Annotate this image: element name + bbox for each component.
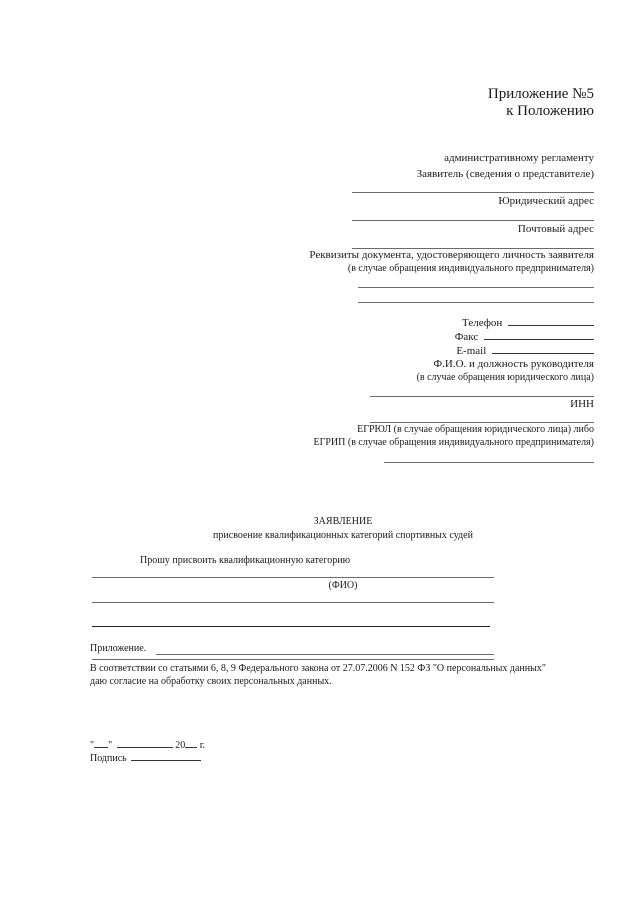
appendix-number: Приложение №5 <box>487 86 594 102</box>
signature-row <box>90 753 201 764</box>
fax-row <box>455 331 594 343</box>
phone-label: Телефон <box>462 317 503 329</box>
consent-line-2: даю согласие на обработку своих персональных данных. <box>90 676 332 687</box>
request-text: Прошу присвоить квалификационную категорию <box>140 555 351 566</box>
date-open-quote: " <box>90 740 95 751</box>
fax-label: Факс <box>454 331 479 343</box>
fax-field[interactable] <box>484 339 594 340</box>
date-month-field[interactable] <box>117 747 173 748</box>
appendix-to: к Положению <box>506 103 594 119</box>
legal-address-field[interactable] <box>352 220 594 221</box>
inn-field[interactable] <box>370 422 594 423</box>
date-close-quote: " <box>108 740 113 751</box>
date-year-prefix: 20 <box>175 740 186 751</box>
statement-title: ЗАЯВЛЕНИЕ <box>313 516 373 527</box>
attachment-label: Приложение. <box>90 643 147 654</box>
egrul-egrip-field[interactable] <box>384 462 594 463</box>
date-day-field[interactable] <box>94 747 108 748</box>
fio-field[interactable] <box>92 602 494 603</box>
email-label: E-mail <box>456 345 487 357</box>
extra-field[interactable] <box>92 626 490 627</box>
id-document-label: Реквизиты документа, удостоверяющего личность заявителя <box>309 249 594 261</box>
applicant-title: Заявитель (сведения о представителе) <box>416 168 594 180</box>
consent-line-1: В соответствии со статьями 6, 8, 9 Федерального закона от 27.07.2006 N 152 ФЗ "О персональных данных" <box>90 663 546 674</box>
fio-caption: (ФИО) <box>328 580 358 591</box>
egrul-label: ЕГРЮЛ (в случае обращения юридического лица) либо <box>357 424 594 435</box>
date-year-suffix: г. <box>199 740 206 751</box>
category-field[interactable] <box>92 577 494 578</box>
date-year-field[interactable] <box>185 747 197 748</box>
id-document-field-2[interactable] <box>358 302 594 303</box>
inn-label: ИНН <box>570 398 594 410</box>
signature-field[interactable] <box>131 760 201 761</box>
signature-label: Подпись <box>90 753 127 764</box>
statement-subtitle: присвоение квалификационных категорий спортивных судей <box>213 530 473 541</box>
representative-field[interactable] <box>352 192 594 193</box>
egrip-label: ЕГРИП (в случае обращения индивидуального предпринимателя) <box>313 437 594 448</box>
head-name-note: (в случае обращения юридического лица) <box>416 372 594 383</box>
legal-address-label: Юридический адрес <box>498 195 594 207</box>
date-row <box>90 740 205 751</box>
head-name-label: Ф.И.О. и должность руководителя <box>433 358 594 370</box>
attachment-field-2[interactable] <box>92 659 494 660</box>
phone-row <box>462 317 594 329</box>
id-document-note: (в случае обращения индивидуального предпринимателя) <box>347 263 594 274</box>
attachment-field[interactable] <box>156 654 494 655</box>
phone-field[interactable] <box>508 325 594 326</box>
head-name-field[interactable] <box>370 396 594 397</box>
postal-address-label: Почтовый адрес <box>517 223 594 235</box>
id-document-field-1[interactable] <box>358 287 594 288</box>
email-row <box>456 345 594 357</box>
email-field[interactable] <box>492 353 594 354</box>
regulation-line: административному регламенту <box>444 152 594 164</box>
